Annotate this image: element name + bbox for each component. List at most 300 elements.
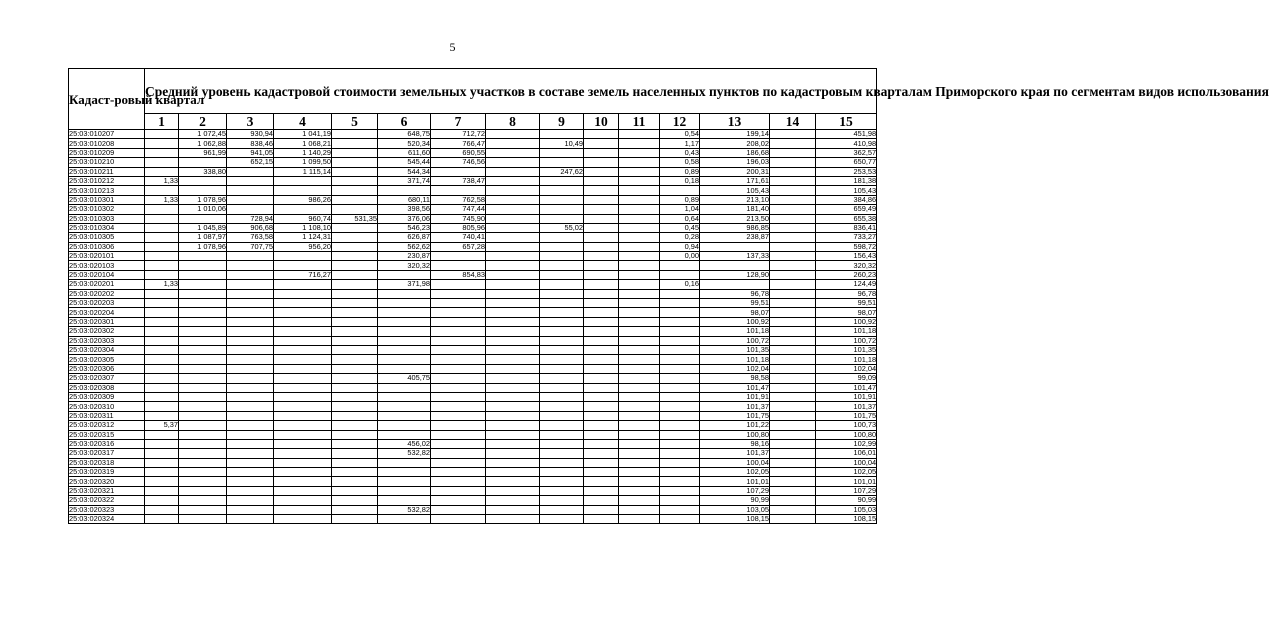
column-number-header: 2 [179,114,227,130]
value-cell [619,317,660,326]
value-cell [660,496,700,505]
value-cell: 1 072,45 [179,130,227,139]
value-cell [700,242,770,251]
column-number-header: 3 [227,114,274,130]
value-cell [378,458,431,467]
value-cell [332,411,378,420]
value-cell: 90,99 [700,496,770,505]
value-cell [274,308,332,317]
value-cell: 101,91 [816,392,877,401]
value-cell [770,430,816,439]
value-cell [660,449,700,458]
value-cell [584,176,619,185]
value-cell [619,515,660,524]
value-cell [274,252,332,261]
column-number-header: 5 [332,114,378,130]
value-cell [660,402,700,411]
value-cell [619,411,660,420]
value-cell: 0,64 [660,214,700,223]
value-cell [332,486,378,495]
cadastral-quarter-cell: 25:03:020304 [69,345,145,354]
value-cell [486,449,540,458]
cadastral-quarter-cell: 25:03:010210 [69,158,145,167]
value-cell: 1 140,29 [274,148,332,157]
value-cell: 0,16 [660,280,700,289]
value-cell [274,402,332,411]
value-cell [540,158,584,167]
value-cell [770,449,816,458]
value-cell [227,317,274,326]
value-cell: 1,04 [660,205,700,214]
value-cell [227,270,274,279]
value-cell: 838,46 [227,139,274,148]
value-cell [619,505,660,514]
table-row [69,261,877,270]
value-cell [540,468,584,477]
value-cell [770,186,816,195]
value-cell [770,130,816,139]
value-cell: 101,18 [700,355,770,364]
cadastral-quarter-cell: 25:03:010306 [69,242,145,251]
value-cell: 101,75 [816,411,877,420]
value-cell [660,308,700,317]
value-cell: 105,03 [816,505,877,514]
value-cell [431,449,486,458]
value-cell [540,486,584,495]
value-cell [770,411,816,420]
value-cell [770,392,816,401]
cadastral-quarter-cell: 25:03:010301 [69,195,145,204]
value-cell: 763,58 [227,233,274,242]
value-cell [486,158,540,167]
value-cell [332,261,378,270]
value-cell [770,233,816,242]
value-cell [486,280,540,289]
table-row [69,327,877,336]
value-cell [619,364,660,373]
value-cell: 1,33 [145,176,179,185]
table-row [69,242,877,251]
value-cell [179,402,227,411]
value-cell: 451,98 [816,130,877,139]
value-cell [540,345,584,354]
value-cell [584,505,619,514]
value-cell [378,327,431,336]
value-cell [770,148,816,157]
value-cell [378,392,431,401]
value-cell: 766,47 [431,139,486,148]
value-cell [179,468,227,477]
value-cell: 0,28 [660,233,700,242]
value-cell [660,515,700,524]
cadastral-quarter-cell: 25:03:020301 [69,317,145,326]
value-cell [584,336,619,345]
value-cell: 102,99 [816,439,877,448]
value-cell: 99,51 [700,299,770,308]
value-cell [227,280,274,289]
value-cell [145,439,179,448]
value-cell [619,345,660,354]
value-cell [540,205,584,214]
value-cell [770,383,816,392]
value-cell [584,430,619,439]
value-cell: 652,15 [227,158,274,167]
cadastral-quarter-cell: 25:03:010212 [69,176,145,185]
cadastral-quarter-cell: 25:03:020320 [69,477,145,486]
value-cell [584,345,619,354]
value-cell: 181,40 [700,205,770,214]
value-cell: 213,50 [700,214,770,223]
value-cell [332,515,378,524]
value-cell [179,299,227,308]
value-cell: 712,72 [431,130,486,139]
value-cell [179,186,227,195]
value-cell: 1 068,21 [274,139,332,148]
value-cell: 626,87 [378,233,431,242]
value-cell: 1 115,14 [274,167,332,176]
value-cell [179,392,227,401]
value-cell [431,186,486,195]
value-cell [145,374,179,383]
value-cell: 107,29 [700,486,770,495]
value-cell: 376,06 [378,214,431,223]
cadastral-quarter-cell: 25:03:020308 [69,383,145,392]
value-cell [227,205,274,214]
value-cell [378,486,431,495]
column-number-header: 6 [378,114,431,130]
value-cell: 716,27 [274,270,332,279]
value-cell: 101,37 [700,449,770,458]
value-cell [179,458,227,467]
value-cell [274,421,332,430]
value-cell [227,468,274,477]
value-cell [274,392,332,401]
table-row [69,496,877,505]
value-cell [332,186,378,195]
value-cell: 171,61 [700,176,770,185]
value-cell [145,130,179,139]
value-cell [540,327,584,336]
value-cell [770,439,816,448]
value-cell: 0,89 [660,167,700,176]
cadastral-quarter-cell: 25:03:010302 [69,205,145,214]
value-cell [584,355,619,364]
value-cell [770,308,816,317]
cadastral-quarter-cell: 25:03:010305 [69,233,145,242]
value-cell: 102,04 [816,364,877,373]
value-cell [700,280,770,289]
value-cell [332,270,378,279]
value-cell: 99,09 [816,374,877,383]
value-cell [584,242,619,251]
value-cell [145,270,179,279]
value-cell: 238,87 [700,233,770,242]
value-cell [378,355,431,364]
table-row [69,345,877,354]
cadastral-quarter-cell: 25:03:020103 [69,261,145,270]
value-cell: 1 041,19 [274,130,332,139]
table-row [69,270,877,279]
table-row [69,158,877,167]
value-cell: 362,57 [816,148,877,157]
value-cell [540,299,584,308]
value-cell [584,289,619,298]
value-cell [431,392,486,401]
value-cell [584,205,619,214]
value-cell [332,505,378,514]
value-cell [770,270,816,279]
value-cell: 906,68 [227,223,274,232]
table-row [69,195,877,204]
value-cell [660,336,700,345]
value-cell [584,223,619,232]
value-cell [584,374,619,383]
value-cell: 230,87 [378,252,431,261]
cadastral-quarter-cell: 25:03:020306 [69,364,145,373]
value-cell [619,439,660,448]
value-cell [431,421,486,430]
value-cell [274,430,332,439]
value-cell [540,195,584,204]
value-cell [332,130,378,139]
value-cell: 0,18 [660,176,700,185]
value-cell [332,205,378,214]
value-cell [770,280,816,289]
value-cell [431,383,486,392]
value-cell [619,355,660,364]
value-cell [179,430,227,439]
value-cell: 805,96 [431,223,486,232]
value-cell [145,336,179,345]
value-cell [540,392,584,401]
value-cell [486,139,540,148]
value-cell [770,505,816,514]
value-cell: 410,98 [816,139,877,148]
value-cell: 100,80 [700,430,770,439]
value-cell [179,486,227,495]
value-cell [660,364,700,373]
table-row [69,176,877,185]
value-cell [770,223,816,232]
table-row [69,411,877,420]
value-cell [540,439,584,448]
value-cell: 102,04 [700,364,770,373]
value-cell: 181,38 [816,176,877,185]
value-cell [332,449,378,458]
value-cell [584,411,619,420]
value-cell [619,308,660,317]
value-cell [770,496,816,505]
value-cell [486,392,540,401]
value-cell [584,233,619,242]
value-cell [619,261,660,270]
value-cell [227,486,274,495]
value-cell: 260,23 [816,270,877,279]
value-cell [378,477,431,486]
value-cell [486,299,540,308]
value-cell: 1 108,10 [274,223,332,232]
value-cell [660,411,700,420]
value-cell: 733,27 [816,233,877,242]
value-cell: 690,55 [431,148,486,157]
value-cell [431,261,486,270]
value-cell [619,176,660,185]
value-cell: 107,29 [816,486,877,495]
table-row [69,515,877,524]
value-cell [619,233,660,242]
cadastral-quarter-header: Кадаст-ровый квартал [69,69,145,130]
cadastral-quarter-cell: 25:03:020104 [69,270,145,279]
cadastral-quarter-cell: 25:03:020318 [69,458,145,467]
cadastral-quarter-cell: 25:03:020202 [69,289,145,298]
value-cell [619,468,660,477]
value-cell: 747,44 [431,205,486,214]
value-cell [486,233,540,242]
value-cell [332,308,378,317]
value-cell [227,364,274,373]
value-cell: 598,72 [816,242,877,251]
value-cell [145,261,179,270]
value-cell [770,327,816,336]
value-cell [145,411,179,420]
value-cell [584,364,619,373]
value-cell [584,148,619,157]
value-cell [660,289,700,298]
value-cell [332,148,378,157]
value-cell [179,439,227,448]
value-cell [619,392,660,401]
value-cell: 98,07 [700,308,770,317]
value-cell: 105,43 [816,186,877,195]
cadastral-quarter-cell: 25:03:020307 [69,374,145,383]
value-cell [378,496,431,505]
value-cell [431,308,486,317]
value-cell [584,439,619,448]
value-cell [274,364,332,373]
value-cell [584,167,619,176]
value-cell [770,421,816,430]
cadastral-quarter-cell: 25:03:010207 [69,130,145,139]
value-cell [770,402,816,411]
cadastral-quarter-cell: 25:03:020201 [69,280,145,289]
value-cell: 101,75 [700,411,770,420]
value-cell [540,374,584,383]
value-cell [145,139,179,148]
value-cell [227,261,274,270]
value-cell: 398,56 [378,205,431,214]
value-cell [619,148,660,157]
value-cell [332,392,378,401]
value-cell [274,383,332,392]
value-cell [332,345,378,354]
value-cell [227,477,274,486]
value-cell [540,242,584,251]
value-cell [540,289,584,298]
value-cell [540,458,584,467]
value-cell [227,430,274,439]
value-cell [431,468,486,477]
table-row [69,205,877,214]
value-cell [145,289,179,298]
value-cell [332,252,378,261]
value-cell [700,261,770,270]
value-cell [179,383,227,392]
value-cell: 208,02 [700,139,770,148]
value-cell [619,139,660,148]
table-row [69,299,877,308]
value-cell [179,317,227,326]
value-cell [274,515,332,524]
table-row [69,486,877,495]
value-cell [619,299,660,308]
table-row [69,336,877,345]
cadastral-quarter-cell: 25:03:020312 [69,421,145,430]
value-cell [227,252,274,261]
value-cell: 545,44 [378,158,431,167]
value-cell [660,421,700,430]
value-cell [770,242,816,251]
value-cell [431,327,486,336]
value-cell [619,402,660,411]
value-cell [145,158,179,167]
cadastral-value-table [68,68,1269,524]
value-cell [145,383,179,392]
value-cell [145,477,179,486]
value-cell [660,383,700,392]
value-cell: 105,43 [700,186,770,195]
value-cell [660,317,700,326]
value-cell [274,468,332,477]
value-cell [584,186,619,195]
table-row [69,458,877,467]
value-cell [619,130,660,139]
value-cell [486,289,540,298]
value-cell [660,299,700,308]
value-cell [274,477,332,486]
value-cell: 101,18 [700,327,770,336]
value-cell [179,364,227,373]
table-row [69,355,877,364]
value-cell: 320,32 [378,261,431,270]
value-cell [584,308,619,317]
cadastral-quarter-cell: 25:03:020204 [69,308,145,317]
table-row [69,317,877,326]
value-cell [274,327,332,336]
value-cell: 98,07 [816,308,877,317]
value-cell [274,205,332,214]
value-cell [619,421,660,430]
value-cell: 253,53 [816,167,877,176]
value-cell [770,515,816,524]
value-cell [660,458,700,467]
value-cell [378,468,431,477]
value-cell [584,327,619,336]
value-cell [619,205,660,214]
value-cell: 941,05 [227,148,274,157]
cadastral-quarter-cell: 25:03:020311 [69,411,145,420]
value-cell [770,336,816,345]
value-cell [619,280,660,289]
value-cell [660,355,700,364]
value-cell [227,355,274,364]
value-cell: 200,31 [700,167,770,176]
value-cell: 98,58 [700,374,770,383]
value-cell [179,327,227,336]
table-row [69,130,877,139]
column-number-header: 12 [660,114,700,130]
value-cell [660,327,700,336]
value-cell [332,242,378,251]
